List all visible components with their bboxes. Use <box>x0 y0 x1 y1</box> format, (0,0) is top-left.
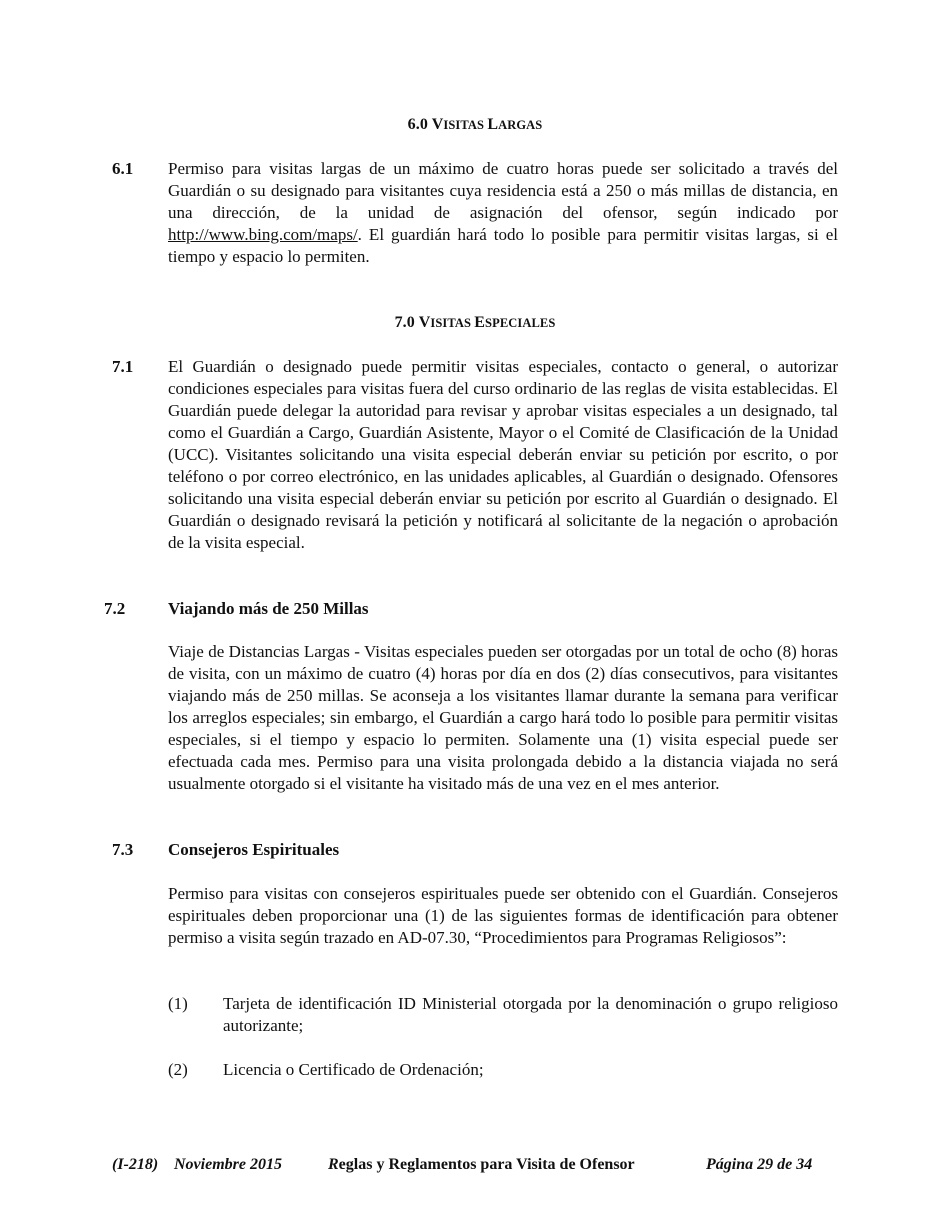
footer-title-rest: eglas y Reglamentos para Visita de Ofensor <box>338 1156 635 1173</box>
paragraph-7-3-number: 7.3 <box>112 840 134 859</box>
paragraph-6-1-text-b: . El guardián hará todo lo posible para permitir visitas largas, si el tiempo y espacio lo permiten. <box>168 225 838 266</box>
footer-title-first-letter: R <box>328 1156 339 1173</box>
section-6-heading-letter-2: L <box>487 116 499 133</box>
paragraph-6-1 <box>168 158 838 268</box>
section-6-heading-letter-1: V <box>431 116 444 133</box>
list-item-2-number: (2) <box>168 1060 188 1079</box>
section-7-heading-letter-2: E <box>474 314 486 331</box>
paragraph-6-1-text-a: Permiso para visitas largas de un máximo de cuatro horas puede ser solicitado a través del Guardián o su designado para visitantes cuya residencia está a 250 o más millas de distancia, en una dirección, de la unidad de asignación del ofensor, según indicado por <box>168 159 838 222</box>
bing-maps-link[interactable]: http://www.bing.com/maps/ <box>168 225 358 244</box>
paragraph-7-3: Permiso para visitas con consejeros espirituales puede ser obtenido con el Guardián. Consejeros espirituales deben proporcionar una (1) de las siguientes formas de identificación para obtener permiso a visita según trazado en AD-07.30, “Procedimientos para Programas Religiosos”: <box>168 884 838 947</box>
list-item-1-text: Tarjeta de identificación ID Ministerial otorgada por la denominación o grupo religioso autorizante; <box>223 994 838 1035</box>
section-6-heading-rest-1: ISITAS <box>443 118 488 132</box>
section-6-heading <box>0 115 950 135</box>
list-item-2-text: Licencia o Certificado de Ordenación; <box>223 1060 484 1079</box>
footer-date: Noviembre 2015 <box>174 1156 282 1173</box>
section-7-heading-rest-1: ISITAS <box>430 316 475 330</box>
footer-title <box>328 1155 635 1175</box>
section-7-heading <box>0 313 950 333</box>
footer-doc-id: (I-218) <box>112 1156 159 1173</box>
paragraph-7-3-title: Consejeros Espirituales <box>168 840 340 859</box>
section-7-heading-num: 7.0 <box>394 314 419 331</box>
section-7-heading-letter-1: V <box>418 314 431 331</box>
section-7-heading-rest-2: SPECIALES <box>485 316 556 330</box>
paragraph-7-1-number: 7.1 <box>112 357 134 376</box>
paragraph-7-2-title: Viajando más de 250 Millas <box>168 599 369 618</box>
section-6-heading-rest-2: ARGAS <box>498 118 543 132</box>
footer-page-number: Página 29 de 34 <box>706 1156 813 1173</box>
section-6-heading-num: 6.0 <box>407 116 432 133</box>
paragraph-7-2: Viaje de Distancias Largas - Visitas especiales pueden ser otorgadas por un total de ocho (8) horas de visita, con un máximo de cuatro (4) horas por día en dos (2) días consecutivos, para visitantes viajando más de 250 millas. Se aconseja a los visitantes llamar durante la semana para verificar los arreglos especiales; sin embargo, el Guardián a cargo hará todo lo posible para permitir visitas especiales, si el tiempo y espacio lo permiten. Solamente una (1) visita especial puede ser efectuada cada mes. Permiso para una visita prolongada debido a la distancia viajada no será usualmente otorgado si el visitante ha visitado más de una vez en el mes anterior. <box>168 642 838 793</box>
paragraph-7-2-number: 7.2 <box>104 599 126 618</box>
paragraph-7-1: El Guardián o designado puede permitir visitas especiales, contacto o general, o autorizar condiciones especiales para visitas fuera del curso ordinario de las reglas de visita establecidas. El Guardián puede delegar la autoridad para revisar y aprobar visitas especiales a un designado, tal como el Guardián a Cargo, Guardián Asistente, Mayor o el Comité de Clasificación de la Unidad (UCC). Visitantes solicitando una visita especial deberán enviar su petición por escrito, o por teléfono o por correo electrónico, en las unidades aplicables, al Guardián o designado. Ofensores solicitando una visita especial deberán enviar su petición por escrito al Guardián o designado. El Guardián o designado revisará la petición y notificará al solicitante de la negación o aprobación de la visita especial. <box>168 357 838 552</box>
paragraph-6-1-number: 6.1 <box>112 159 134 178</box>
list-item-1-number: (1) <box>168 994 188 1013</box>
